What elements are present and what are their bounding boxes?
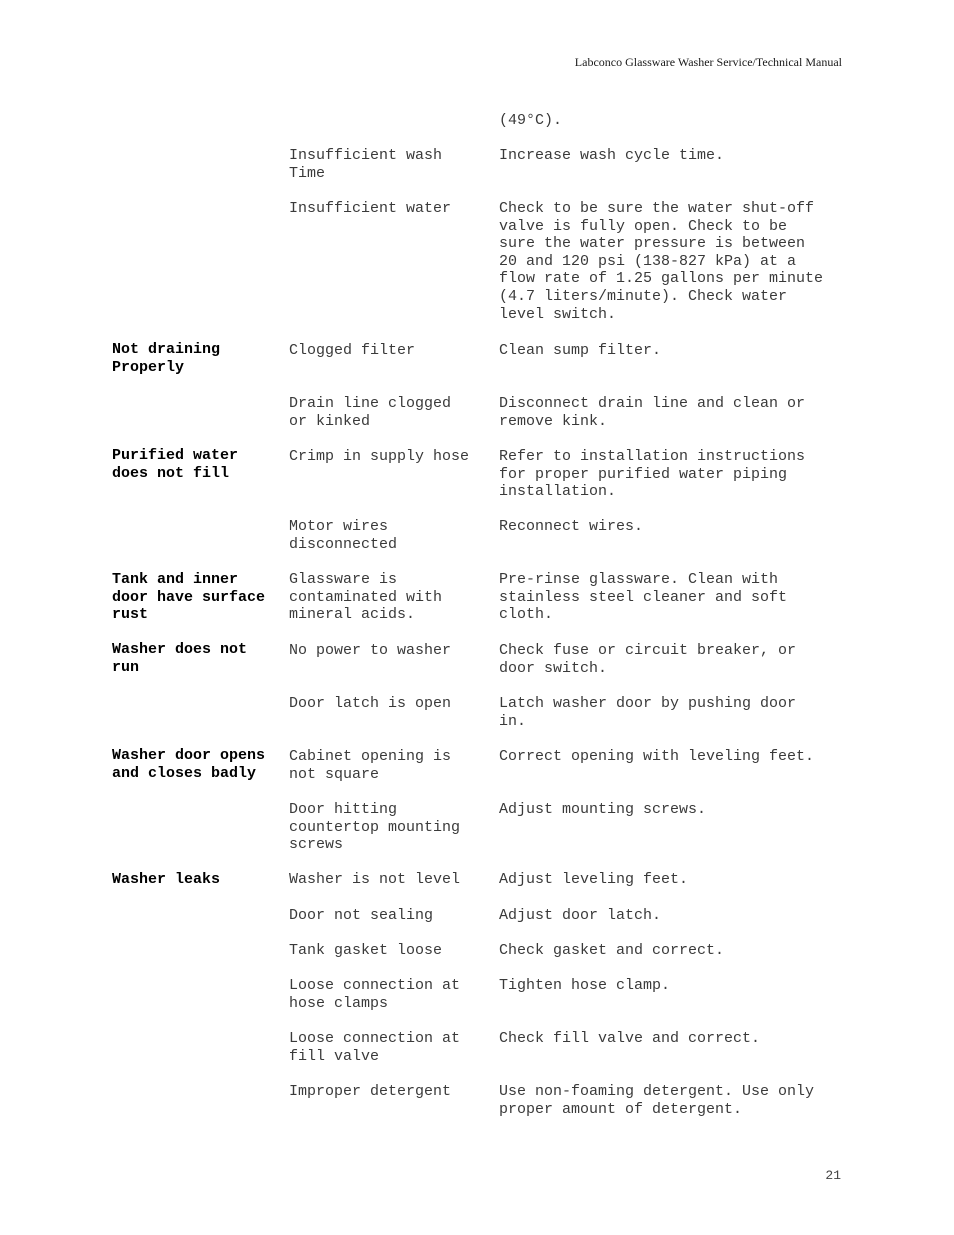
row-9-solution: Latch washer door by pushing door in. <box>499 695 797 730</box>
row-10-cause: Cabinet opening is not square <box>289 748 452 783</box>
row-11-solution: Adjust mounting screws. <box>499 801 707 818</box>
row-13-solution: Adjust door latch. <box>499 907 662 924</box>
row-14-solution: Check gasket and correct. <box>499 942 725 959</box>
row-8-problem: Washer does not run <box>112 641 248 676</box>
row-17-solution: Use non-foaming detergent. Use only proper amount of detergent. <box>499 1083 815 1118</box>
row-3-problem: Not draining Properly <box>112 341 221 376</box>
row-14-cause: Tank gasket loose <box>289 942 443 959</box>
row-7-problem: Tank and inner door have surface rust <box>112 571 266 624</box>
row-1-solution: Increase wash cycle time. <box>499 147 725 164</box>
row-4-cause: Drain line clogged or kinked <box>289 395 452 430</box>
row-12-solution: Adjust leveling feet. <box>499 871 689 888</box>
row-12-cause: Washer is not level <box>289 871 461 888</box>
row-7-solution: Pre-rinse glassware. Clean with stainless steel cleaner and soft cloth. <box>499 571 788 624</box>
row-7-cause: Glassware is contaminated with mineral acids. <box>289 571 443 624</box>
row-17-cause: Improper detergent <box>289 1083 452 1100</box>
row-9-cause: Door latch is open <box>289 695 452 712</box>
row-1-cause: Insufficient wash Time <box>289 147 443 182</box>
row-5-cause: Crimp in supply hose <box>289 448 470 465</box>
row-12-problem: Washer leaks <box>112 871 221 888</box>
row-13-cause: Door not sealing <box>289 907 434 924</box>
row-6-solution: Reconnect wires. <box>499 518 644 535</box>
row-16-solution: Check fill valve and correct. <box>499 1030 761 1047</box>
row-15-solution: Tighten hose clamp. <box>499 977 671 994</box>
row-5-problem: Purified water does not fill <box>112 447 239 482</box>
row-3-solution: Clean sump filter. <box>499 342 662 359</box>
row-0-solution: (49°C). <box>499 112 563 129</box>
row-15-cause: Loose connection at hose clamps <box>289 977 461 1012</box>
row-10-solution: Correct opening with leveling feet. <box>499 748 815 765</box>
row-2-cause: Insufficient water <box>289 200 452 217</box>
row-8-cause: No power to washer <box>289 642 452 659</box>
row-2-solution: Check to be sure the water shut-off valve is fully open. Check to be sure the water pressure is between 20 and 120 psi (138-827 kPa) at a flow rate of 1.25 gallons per minute (4.7 liters/minute). Check water level switch. <box>499 200 824 323</box>
row-16-cause: Loose connection at fill valve <box>289 1030 461 1065</box>
row-5-solution: Refer to installation instructions for proper purified water piping installation. <box>499 448 806 501</box>
page-header: Labconco Glassware Washer Service/Technical Manual <box>574 55 842 69</box>
row-10-problem: Washer door opens and closes badly <box>112 747 266 782</box>
page-number: 21 <box>825 1168 841 1183</box>
row-4-solution: Disconnect drain line and clean or remove kink. <box>499 395 806 430</box>
row-11-cause: Door hitting countertop mounting screws <box>289 801 461 854</box>
row-6-cause: Motor wires disconnected <box>289 518 398 553</box>
row-3-cause: Clogged filter <box>289 342 416 359</box>
row-8-solution: Check fuse or circuit breaker, or door switch. <box>499 642 797 677</box>
